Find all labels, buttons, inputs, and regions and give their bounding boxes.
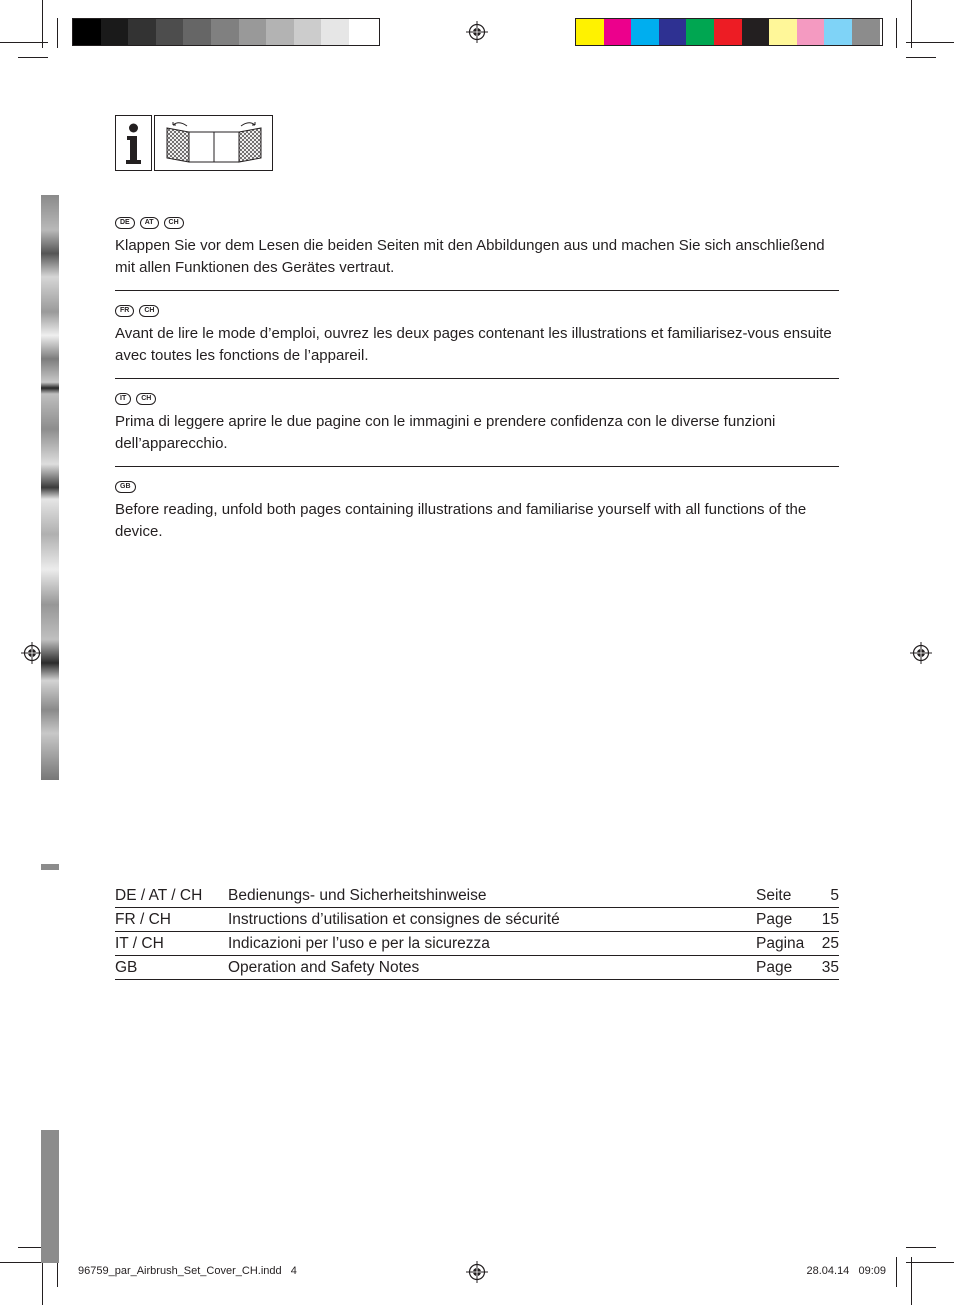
flag-gb: GB bbox=[115, 481, 136, 493]
color-swatch bbox=[742, 19, 770, 45]
flag-it: IT bbox=[115, 393, 131, 405]
instruction-text-fr: Avant de lire le mode d’emploi, ouvrez les deux pages contenant les illustrations et familiarisez-vous ensuite avec toutes les fonctions de l’appareil. bbox=[115, 325, 832, 364]
section-gb bbox=[115, 481, 839, 543]
section-de bbox=[115, 217, 839, 279]
crop-mark bbox=[906, 42, 954, 43]
registration-mark-icon bbox=[21, 642, 43, 664]
color-swatch bbox=[604, 19, 632, 45]
flag-ch: CH bbox=[139, 305, 159, 317]
color-swatch bbox=[631, 19, 659, 45]
color-swatch bbox=[797, 19, 825, 45]
color-swatch bbox=[101, 19, 129, 45]
color-swatch bbox=[73, 19, 101, 45]
toc-language: DE / AT / CH bbox=[115, 887, 203, 904]
toc-row[interactable] bbox=[115, 908, 839, 932]
color-swatch bbox=[852, 19, 880, 45]
side-image-strip bbox=[41, 195, 59, 780]
toc-page-number: 35 bbox=[821, 959, 839, 976]
crop-mark bbox=[906, 1262, 954, 1263]
toc-page-number: 15 bbox=[821, 911, 839, 928]
color-swatch bbox=[824, 19, 852, 45]
crop-mark bbox=[57, 18, 58, 48]
section-fr bbox=[115, 305, 839, 367]
crop-mark bbox=[42, 0, 43, 48]
toc-row[interactable] bbox=[115, 884, 839, 908]
toc-page-word: Page bbox=[756, 911, 793, 928]
crop-mark bbox=[42, 1257, 43, 1305]
color-swatch bbox=[294, 19, 322, 45]
crop-mark bbox=[906, 1247, 936, 1248]
instruction-text-it: Prima di leggere aprire le due pagine con le immagini e prendere confidenza con le diverse funzioni dell’apparecchio. bbox=[115, 413, 776, 452]
color-swatch bbox=[156, 19, 184, 45]
crop-mark bbox=[0, 42, 48, 43]
color-swatch bbox=[211, 19, 239, 45]
toc-page-number: 5 bbox=[830, 887, 839, 904]
toc-title: Bedienungs- und Sicherheitshinweise bbox=[228, 887, 487, 904]
color-swatch bbox=[183, 19, 211, 45]
toc-page-word: Pagina bbox=[756, 935, 805, 952]
crop-mark bbox=[911, 0, 912, 48]
instruction-text-de: Klappen Sie vor dem Lesen die beiden Seiten mit den Abbildungen aus und machen Sie sich anschließend mit allen Funktionen des Gerätes vertraut. bbox=[115, 237, 825, 276]
footer-timestamp: 28.04.14 09:09 bbox=[806, 1265, 886, 1277]
color-swatch bbox=[349, 19, 377, 45]
color-swatch bbox=[686, 19, 714, 45]
color-swatch bbox=[769, 19, 797, 45]
section-divider bbox=[115, 378, 839, 379]
crop-mark bbox=[896, 1257, 897, 1287]
toc-page-word: Page bbox=[756, 959, 793, 976]
crop-mark bbox=[911, 1257, 912, 1305]
table-of-contents bbox=[115, 884, 839, 980]
crop-mark bbox=[896, 18, 897, 48]
language-flags bbox=[115, 481, 839, 493]
toc-title: Instructions d’utilisation et consignes de sécurité bbox=[228, 911, 560, 928]
flag-ch: CH bbox=[164, 217, 184, 229]
registration-mark-icon bbox=[466, 21, 488, 43]
flag-de: DE bbox=[115, 217, 135, 229]
flag-fr: FR bbox=[115, 305, 134, 317]
crop-mark bbox=[906, 57, 936, 58]
registration-mark-icon bbox=[910, 642, 932, 664]
language-flags bbox=[115, 393, 839, 405]
side-gray-block bbox=[41, 1130, 59, 1263]
section-divider bbox=[115, 290, 839, 291]
color-swatch bbox=[321, 19, 349, 45]
section-it bbox=[115, 393, 839, 455]
process-color-bar bbox=[575, 18, 883, 46]
toc-language: GB bbox=[115, 959, 138, 976]
crop-mark bbox=[18, 57, 48, 58]
footer-filename: 96759_par_Airbrush_Set_Cover_CH.indd 4 bbox=[78, 1265, 297, 1277]
toc-row[interactable] bbox=[115, 932, 839, 956]
toc-page-number: 25 bbox=[821, 935, 839, 952]
foldout-pages-icon bbox=[154, 115, 273, 171]
color-swatch bbox=[576, 19, 604, 45]
section-divider bbox=[115, 466, 839, 467]
color-swatch bbox=[659, 19, 687, 45]
toc-language: FR / CH bbox=[115, 911, 171, 928]
side-gray-mark bbox=[41, 864, 59, 870]
color-swatch bbox=[128, 19, 156, 45]
toc-title: Indicazioni per l’uso e per la sicurezza bbox=[228, 935, 490, 952]
language-flags bbox=[115, 217, 839, 229]
toc-title: Operation and Safety Notes bbox=[228, 959, 420, 976]
language-flags bbox=[115, 305, 839, 317]
color-swatch bbox=[266, 19, 294, 45]
flag-ch: CH bbox=[136, 393, 156, 405]
color-swatch bbox=[239, 19, 267, 45]
toc-page-word: Seite bbox=[756, 887, 792, 904]
info-icon bbox=[115, 115, 152, 171]
instruction-text-gb: Before reading, unfold both pages containing illustrations and familiarise yourself with all functions of the device. bbox=[115, 501, 807, 540]
grayscale-color-bar bbox=[72, 18, 380, 46]
toc-row[interactable] bbox=[115, 956, 839, 980]
flag-at: AT bbox=[140, 217, 159, 229]
toc-language: IT / CH bbox=[115, 935, 164, 952]
color-swatch bbox=[714, 19, 742, 45]
registration-mark-icon bbox=[466, 1261, 488, 1283]
